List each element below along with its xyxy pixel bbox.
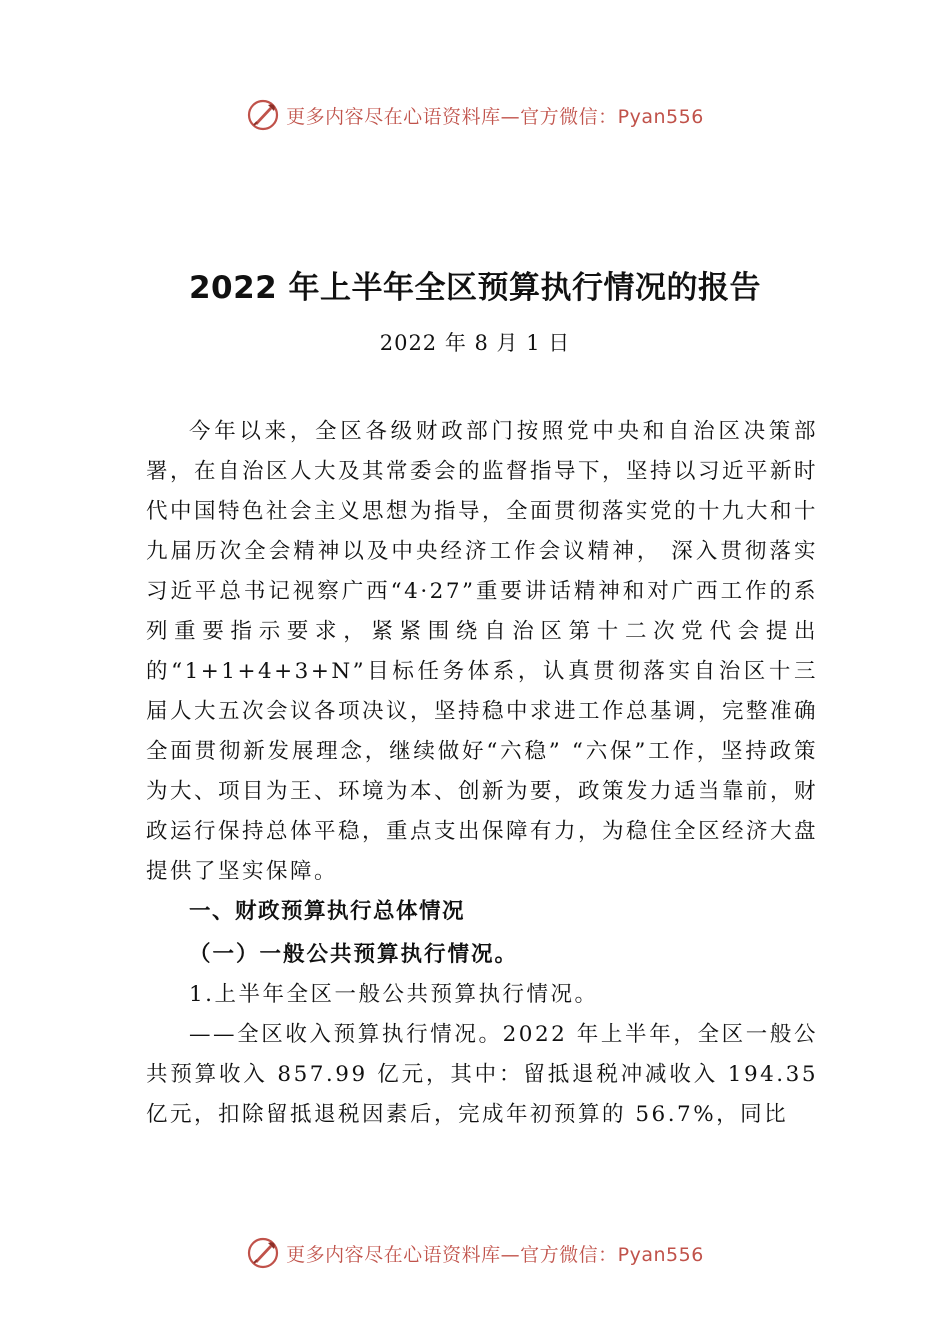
subsection-heading-1: （一）一般公共预算执行情况。 (189, 942, 519, 967)
section-heading-1: 一、财政预算执行总体情况 (189, 899, 466, 924)
document-title: 2022 年上半年全区预算执行情况的报告 (188, 270, 762, 306)
document-date: 2022 年 8 月 1 日 (379, 331, 571, 355)
intro-paragraph: 今年以来，全区各级财政部门按照党中央和自治区决策部署，在自治区人大及其常委会的监督指导下，坚持以习近平新时代中国特色社会主义思想为指导，全面贯彻落实党的十九大和十九届历次全会精神以及中央经济工作会议精神， 深入贯彻落实习近平总书记视察广西“4·27”重要讲话精神和对广西工作的系列重要指示要求，紧紧围绕自治区第十二次党代会提出的“1+1+4+3+N”目标任务体系，认真贯彻落实自治区十三届人大五次会议各项决议，坚持稳中求进工作总基调，完整准确全面贯彻新发展理念，继续做好“六稳” “六保”工作，坚持政策为大、项目为王、环境为本、创新为要，政策发力适当靠前，财政运行保持总体平稳，重点支出保障有力，为稳住全区经济大盘提供了坚实保障。 (146, 419, 819, 884)
header-watermark (0, 95, 950, 135)
document-body (146, 412, 818, 1135)
numbered-item-1: 1.上半年全区一般公共预算执行情况。 (189, 982, 599, 1007)
watermark-text: 更多内容尽在心语资料库—官方微信：Pyan556 (286, 105, 704, 128)
revenue-paragraph: ——全区收入预算执行情况。2022 年上半年，全区一般公共预算收入 857.99 亿元，其中：留抵退税冲减收入 194.35 亿元，扣除留抵退税因素后，完成年初预算的 56.7%，同比 (146, 1022, 818, 1127)
quill-pen-logo-icon (246, 98, 280, 132)
watermark-text: 更多内容尽在心语资料库—官方微信：Pyan556 (286, 1243, 704, 1266)
quill-pen-logo-icon (246, 1236, 280, 1270)
footer-watermark (0, 1233, 950, 1273)
